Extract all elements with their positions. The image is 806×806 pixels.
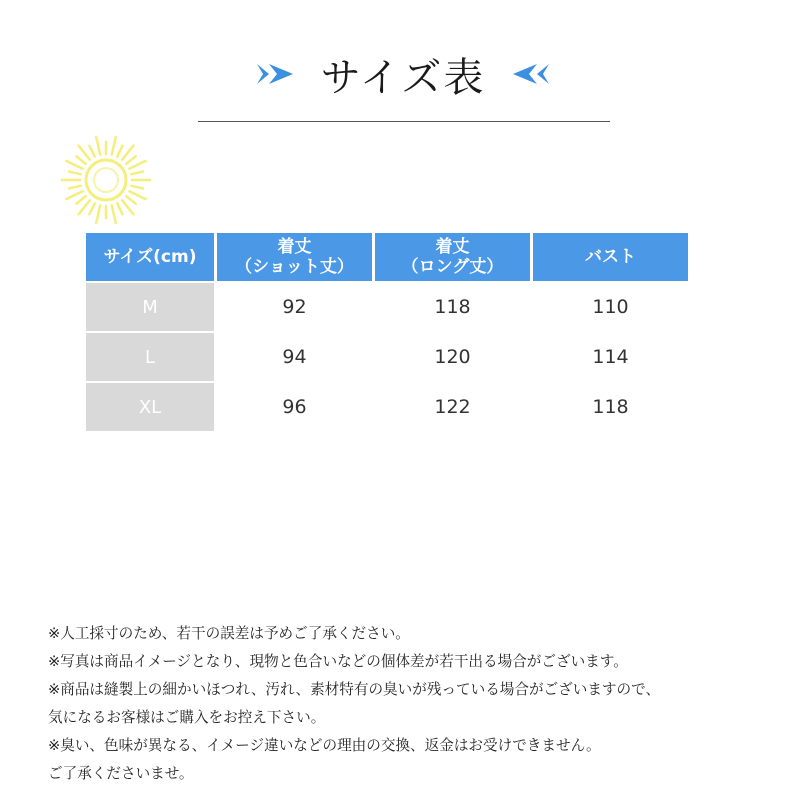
sun-ray bbox=[79, 146, 90, 160]
sun-ray bbox=[131, 186, 143, 189]
sun-ray bbox=[117, 203, 122, 214]
page-title: サイズ表 bbox=[320, 54, 486, 101]
header-length-long: 着丈 （ロング丈） bbox=[375, 233, 530, 281]
size-table bbox=[83, 231, 691, 433]
cell-bust: 114 bbox=[592, 346, 629, 368]
sun-ray bbox=[117, 146, 122, 157]
header-bust: バスト bbox=[533, 233, 688, 281]
sun-ray bbox=[112, 205, 116, 223]
cell-length-long: 118 bbox=[434, 296, 471, 318]
note-line: 気になるお客様はご購入をお控え下さい。 bbox=[48, 709, 326, 726]
row-size-label: XL bbox=[86, 383, 214, 431]
sun-ray bbox=[66, 191, 82, 199]
sun-ray bbox=[69, 172, 81, 175]
note-line: ※人工採寸のため、若干の誤差は予めご了承ください。 bbox=[48, 625, 410, 642]
sun-ray bbox=[131, 172, 143, 175]
sun-burst-icon bbox=[58, 132, 154, 228]
note-line: ※臭い、色味が異なる、イメージ違いなどの理由の交換、返金はお受けできません。 bbox=[48, 737, 601, 754]
header-size: サイズ(cm) bbox=[86, 233, 214, 281]
cell-bust: 118 bbox=[592, 396, 629, 418]
cell-length-short: 94 bbox=[282, 346, 307, 368]
row-size-label: M bbox=[86, 283, 214, 331]
row-size-label: L bbox=[86, 333, 214, 381]
sun-ray bbox=[76, 196, 85, 203]
table-row bbox=[86, 383, 688, 431]
table-row bbox=[86, 333, 688, 381]
sun-ray bbox=[126, 156, 135, 163]
note-line: ※商品は縫製上の細かいほつれ、汚れ、素材特有の臭いが残っている場合がございますので、 bbox=[48, 681, 661, 698]
notes-block bbox=[48, 620, 788, 788]
table-header-row bbox=[86, 233, 688, 281]
sun-ray bbox=[122, 200, 133, 214]
sun-ray bbox=[96, 137, 100, 155]
sun-ray bbox=[79, 200, 90, 214]
header-length-short: 着丈 （ショット丈） bbox=[217, 233, 372, 281]
sun-ray bbox=[76, 156, 85, 163]
sun-ray bbox=[90, 203, 95, 214]
double-chevron-right-icon bbox=[255, 60, 295, 88]
sun-ray bbox=[112, 137, 116, 155]
sun-ray bbox=[126, 196, 135, 203]
cell-length-short: 96 bbox=[282, 396, 307, 418]
double-chevron-left-icon bbox=[511, 60, 551, 88]
note-line: ※写真は商品イメージとなり、現物と色合いなどの個体差が若干出る場合がございます。 bbox=[48, 653, 628, 670]
sun-ray bbox=[129, 161, 145, 169]
table-row bbox=[86, 283, 688, 331]
sun-ray bbox=[66, 161, 82, 169]
note-line: ご了承くださいませ。 bbox=[48, 765, 194, 782]
title-underline bbox=[198, 121, 610, 122]
cell-length-short: 92 bbox=[282, 296, 307, 318]
cell-length-long: 122 bbox=[434, 396, 471, 418]
sun-ray bbox=[69, 186, 81, 189]
sun-ray bbox=[90, 146, 95, 157]
sun-ray bbox=[129, 191, 145, 199]
cell-length-long: 120 bbox=[434, 346, 471, 368]
sun-ray bbox=[96, 205, 100, 223]
cell-bust: 110 bbox=[592, 296, 629, 318]
title-bar bbox=[0, 42, 806, 106]
sun-ray bbox=[122, 146, 133, 160]
